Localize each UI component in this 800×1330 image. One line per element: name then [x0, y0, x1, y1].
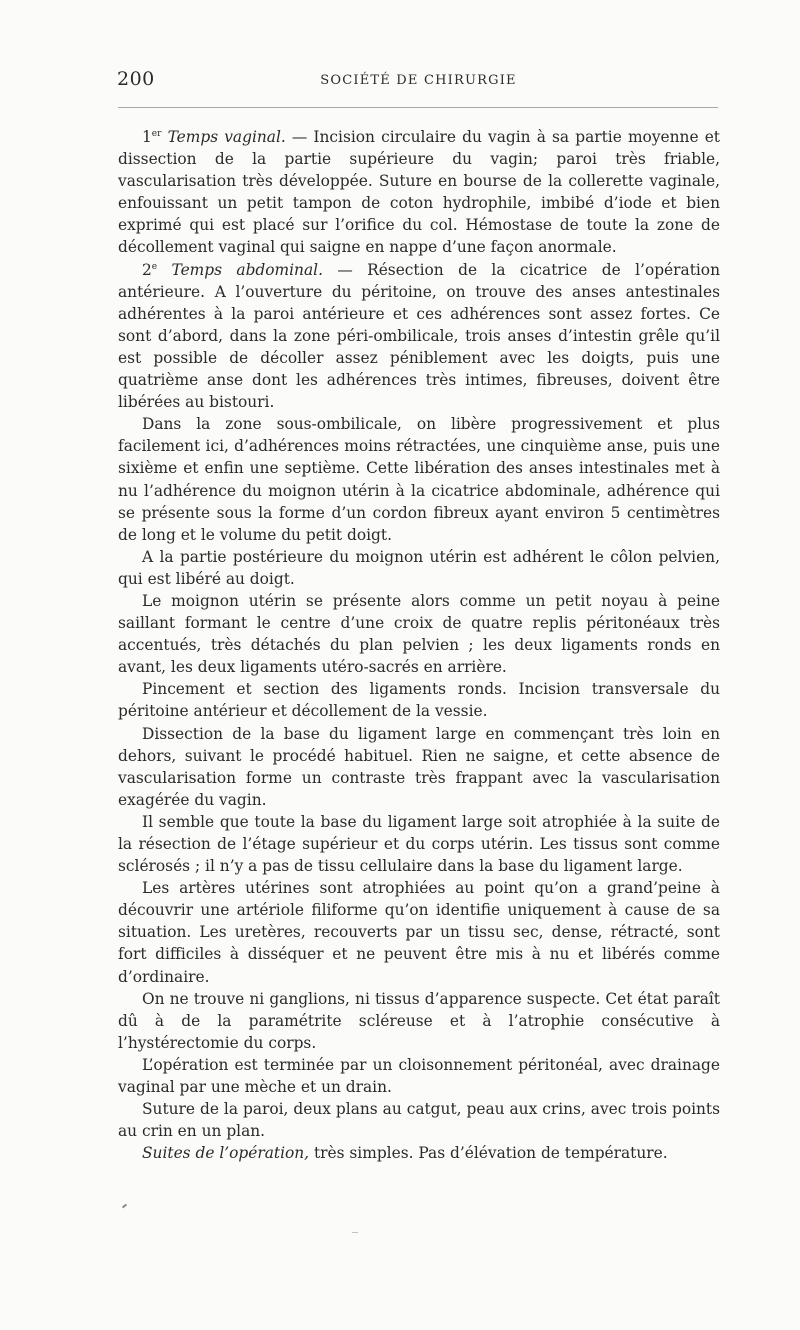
ink-speck [352, 1232, 358, 1233]
paragraph-text: très simples. Pas d’élévation de température. [309, 1144, 668, 1163]
paragraph: Dissection de la base du ligament large en commençant très loin en dehors, suivant le procédé habituel. Rien ne saigne, et cette absence de vascularisation forme un contraste très frappant avec la vascularisation exagérée du vagin. [118, 724, 720, 809]
paragraph: On ne trouve ni ganglions, ni tissus d’apparence suspecte. Cet état paraît dû à de la paramétrite scléreuse et à l’atrophie consécutive à l’hystérectomie du corps. [118, 989, 720, 1052]
article-body [118, 126, 720, 1164]
ink-speck [122, 1204, 127, 1209]
paragraph: L’opération est terminée par un cloisonnement péritonéal, avec drainage vaginal par une mèche et un drain. [118, 1055, 720, 1097]
ordinal-number: 2 [142, 260, 152, 279]
ordinal-suffix: er [151, 129, 162, 139]
ordinal-number: 1 [142, 128, 152, 146]
paragraph-temps-abdominal [118, 259, 720, 414]
paragraph: Pincement et section des ligaments ronds. Incision transversale du péritoine antérieur et décollement de la vessie. [118, 680, 720, 721]
page-header [117, 68, 720, 98]
paragraph-suites [118, 1142, 720, 1164]
paragraph: Dans la zone sous-ombilicale, on libère progressivement et plus facilement ici, d’adhérences moins rétractées, une cinquième anse, puis une sixième et enfin une septième. Cette libération des anses intestinales met à nu l’adhérence du moignon utérin à la cicatrice abdominale, adhérence qui se présente sous la forme d’un cordon fibreux ayant environ 5 centimètres de long et le volume du petit doigt. [118, 415, 720, 544]
paragraph-text: — Résection de la cicatrice de l’opération antérieure. A l’ouverture du péritoine, on trouve des anses antestinales adhérentes à la paroi antérieure et ces adhérences sont assez fortes. Ce sont d’abord, dans la zone péri-ombilicale, trois anses d’intestin grêle qu’il est possible de décoller assez péniblement avec les doigts, puis une quatrième anse dont les adhérences très intimes, fibreuses, doivent être libérées au bistouri. [118, 260, 720, 412]
ordinal-suffix: e [151, 261, 158, 272]
header-rule [118, 107, 718, 108]
section-lead: Temps vaginal. [167, 128, 286, 146]
paragraph: Le moignon utérin se présente alors comme un petit noyau à peine saillant formant le centre d’une croix de quatre replis péritonéaux très accentués, très détachés du plan pelvien ; les deux ligaments ronds en avant, les deux ligaments utéro-sacrés en arrière. [118, 591, 720, 677]
paragraph: A la partie postérieure du moignon utérin est adhérent le côlon pelvien, qui est libéré au doigt. [118, 547, 720, 588]
page-number: 200 [117, 68, 155, 90]
section-lead: Suites de l’opération, [142, 1144, 310, 1163]
paragraph: Les artères utérines sont atrophiées au point qu’on a grand’peine à découvrir une artériole filiforme qu’on identifie uniquement à cause de sa situation. Les uretères, recouverts par un tissu sec, dense, rétracté, sont fort difficiles à disséquer et ne peuvent être mis à nu et libérés comme d’ordinaire. [118, 879, 720, 986]
paragraph-temps-vaginal [118, 126, 720, 259]
paragraph-text: — Incision circulaire du vagin à sa partie moyenne et dissection de la partie supérieure du vagin; paroi très friable, vascularisation très développée. Suture en bourse de la collerette vaginale, enfouissant un petit tampon de coton hydrophile, imbibé d’iode et bien exprimé qui est placé sur l’orifice du col. Hémostase de toute la zone de décollement vaginal qui saigne en nappe d’une façon anormale. [118, 128, 720, 257]
running-title: SOCIÉTÉ DE CHIRURGIE [320, 73, 517, 88]
section-lead: Temps abdominal. [171, 260, 323, 279]
paragraph: Il semble que toute la base du ligament large soit atrophiée à la suite de la résection de l’étage supérieur et du corps utérin. Les tissus sont comme sclérosés ; il n’y a pas de tissu cellulaire dans la base du ligament large. [118, 812, 720, 876]
paragraph: Suture de la paroi, deux plans au catgut, peau aux crins, avec trois points au crin en un plan. [118, 1100, 720, 1141]
